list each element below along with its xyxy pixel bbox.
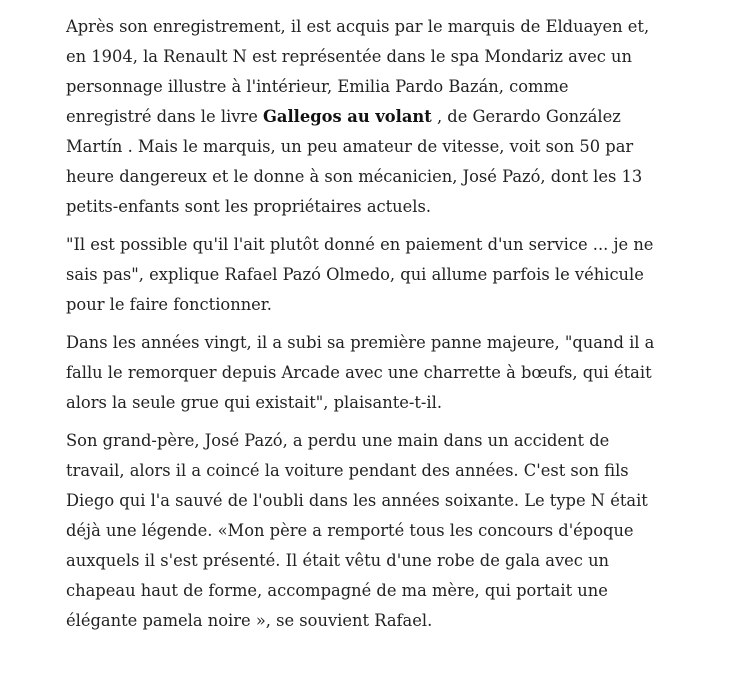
paragraph-1-text-before: Après son enregistrement, il est acquis par le marquis de Elduayen et, en 1904, la Renault N est représentée dans le spa Mondariz avec un personnage illustre à l'intérieur, Emilia Pardo Bazán, comme enregistré dans le livre xyxy=(66,17,650,126)
paragraph-4: Son grand-père, José Pazó, a perdu une main dans un accident de travail, alors il a coincé la voiture pendant des années. C'est son fils Diego qui l'a sauvé de l'oubli dans les années soixante. Le type N était déjà une légende. «Mon père a remporté tous les concours d'époque auxquels il s'est présenté. Il était vêtu d'une robe de gala avec un chapeau haut de forme, accompagné de ma mère, qui portait une élégante pamela noire », se souvient Rafael. xyxy=(66,431,648,630)
paragraph-2: "Il est possible qu'il l'ait plutôt donné en paiement d'un service ... je ne sais pas", explique Rafael Pazó Olmedo, qui allume parfois le véhicule pour le faire fonctionner. xyxy=(66,235,654,314)
paragraph-3: Dans les années vingt, il a subi sa première panne majeure, "quand il a fallu le remorquer depuis Arcade avec une charrette à bœufs, qui était alors la seule grue qui existait", plaisante-t-il. xyxy=(66,333,655,412)
article-body xyxy=(66,12,656,644)
paragraph-1-text-after: , de Gerardo González Martín . Mais le marquis, un peu amateur de vitesse, voit son 50 par heure dangereux et le donne à son mécanicien, José Pazó, dont les 13 petits-enfants sont les propriétaires actuels. xyxy=(66,107,643,216)
book-title: Gallegos au volant xyxy=(263,107,432,126)
paragraph-1 xyxy=(66,12,656,222)
